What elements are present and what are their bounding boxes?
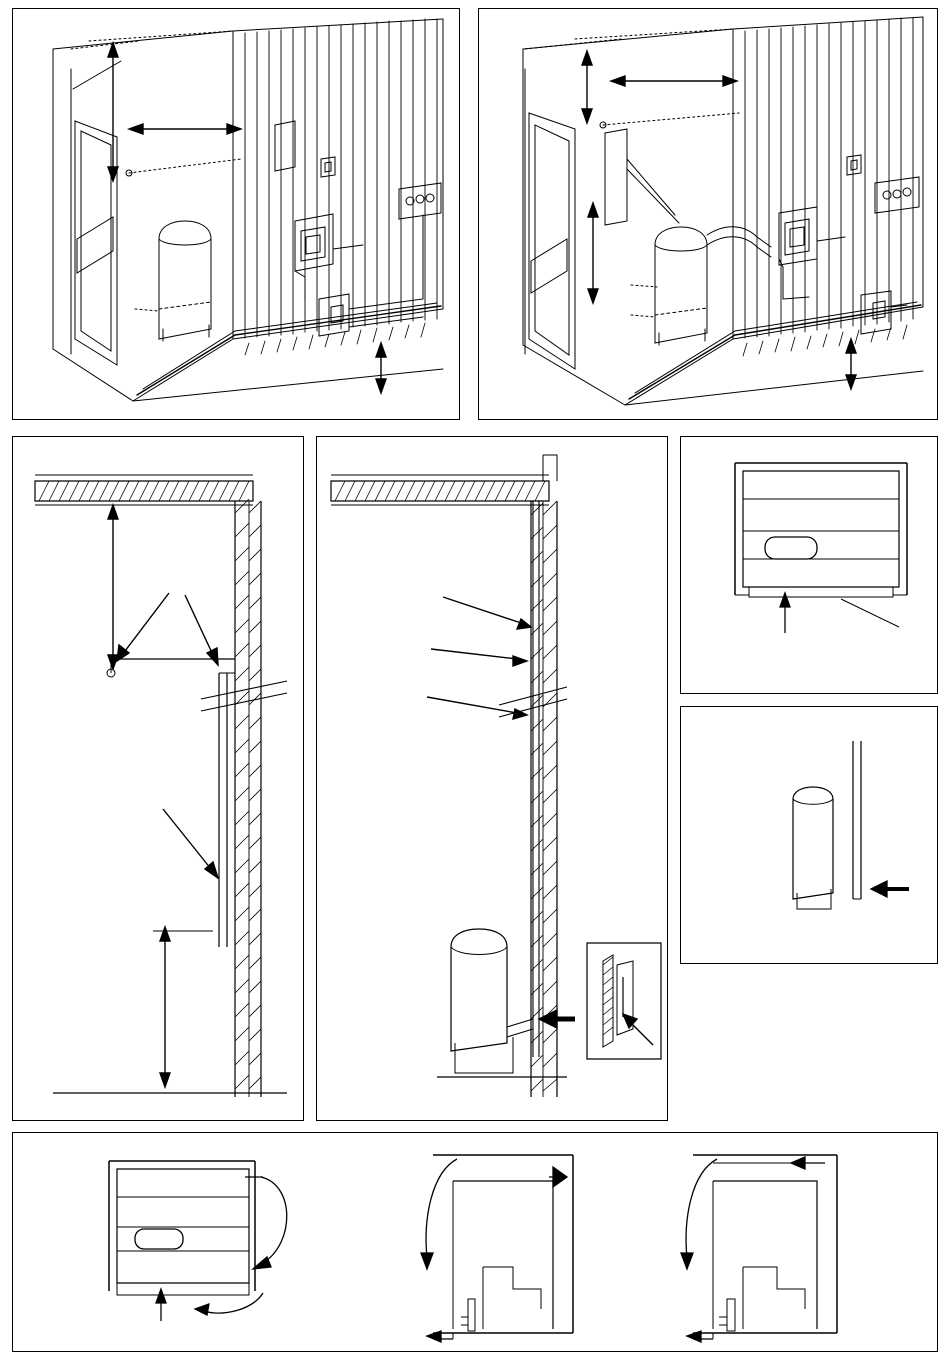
- wall-section-vent-run-drawing: [317, 437, 667, 1120]
- wall-section-clearance-drawing: [13, 437, 303, 1120]
- panel-bottom-three-views: [12, 1132, 938, 1352]
- panel-wall-section-clearance: [12, 436, 304, 1121]
- bottom-view-front-elevation: [109, 1161, 255, 1295]
- panel-room-corner-right: [478, 8, 938, 420]
- panel-clearance-side-detail: [680, 706, 938, 964]
- bottom-three-views-drawing: [13, 1133, 937, 1351]
- panel-wall-section-vent-run: [316, 436, 668, 1121]
- panel-cabinet-detail-top: [680, 436, 938, 694]
- bottom-view-side-right: [693, 1155, 837, 1339]
- room-corner-right-drawing: [479, 9, 937, 419]
- bottom-view-side-left: [433, 1155, 573, 1339]
- clearance-side-detail-drawing: [681, 707, 937, 963]
- panel-room-corner-left: [12, 8, 460, 420]
- cabinet-front-detail-drawing: [681, 437, 937, 693]
- room-corner-left-drawing: [13, 9, 459, 419]
